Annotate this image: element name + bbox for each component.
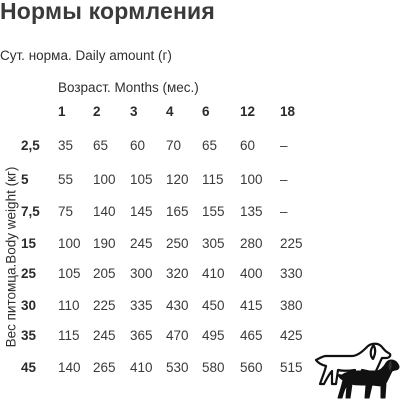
age-column-heading: Возраст. Months (мес.) — [58, 80, 199, 95]
table-cell: 280 — [240, 236, 263, 251]
table-cell: 225 — [93, 298, 116, 313]
table-cell: 155 — [202, 204, 225, 219]
table-cell: 245 — [93, 328, 116, 343]
table-cell: 265 — [93, 360, 116, 375]
table-cell: 250 — [166, 236, 189, 251]
table-cell: 165 — [166, 204, 189, 219]
table-cell: 430 — [166, 298, 189, 313]
table-cell: 410 — [130, 360, 153, 375]
table-cell: – — [280, 204, 288, 219]
table-cell: 450 — [202, 298, 225, 313]
table-cell: 515 — [280, 360, 303, 375]
row-header-weight: 2,5 — [21, 138, 40, 153]
row-header-weight: 5 — [21, 172, 29, 187]
table-cell: 205 — [93, 266, 116, 281]
table-cell: 105 — [58, 266, 81, 281]
table-cell: 65 — [93, 138, 109, 153]
table-cell: 60 — [130, 138, 146, 153]
table-cell: 320 — [166, 266, 189, 281]
table-cell: 105 — [130, 172, 153, 187]
table-cell: 35 — [58, 138, 74, 153]
table-cell: 75 — [58, 204, 74, 219]
table-cell: 100 — [58, 236, 81, 251]
page-title: Нормы кормления — [0, 0, 216, 24]
table-cell: 190 — [93, 236, 116, 251]
table-cell: 305 — [202, 236, 225, 251]
table-cell: 335 — [130, 298, 153, 313]
row-header-weight: 15 — [21, 236, 37, 251]
table-cell: 530 — [166, 360, 189, 375]
table-cell: 120 — [166, 172, 189, 187]
table-cell: 140 — [58, 360, 81, 375]
column-header-age: 4 — [166, 104, 174, 119]
table-cell: 380 — [280, 298, 303, 313]
table-cell: 330 — [280, 266, 303, 281]
table-cell: 100 — [240, 172, 263, 187]
table-cell: 470 — [166, 328, 189, 343]
table-cell: 300 — [130, 266, 153, 281]
row-header-weight: 45 — [21, 360, 37, 375]
table-cell: 580 — [202, 360, 225, 375]
table-cell: 115 — [58, 328, 80, 343]
table-cell: 245 — [130, 236, 153, 251]
column-header-age: 3 — [130, 104, 138, 119]
column-header-age: 2 — [93, 104, 101, 119]
table-cell: 70 — [166, 138, 182, 153]
column-header-age: 6 — [202, 104, 210, 119]
table-cell: 100 — [93, 172, 116, 187]
two-dogs-icon — [312, 340, 400, 400]
table-cell: – — [280, 138, 288, 153]
table-cell: 135 — [240, 204, 263, 219]
table-cell: 365 — [130, 328, 153, 343]
row-header-weight: 35 — [21, 328, 37, 343]
table-cell: 115 — [202, 172, 224, 187]
table-cell: 410 — [202, 266, 225, 281]
column-header-age: 12 — [240, 104, 256, 119]
column-header-age: 1 — [58, 104, 66, 119]
table-cell: 55 — [58, 172, 74, 187]
table-cell: 400 — [240, 266, 263, 281]
table-cell: 465 — [240, 328, 263, 343]
table-cell: 145 — [130, 204, 153, 219]
row-header-weight: 30 — [21, 298, 37, 313]
table-cell: 140 — [93, 204, 116, 219]
table-cell: 110 — [58, 298, 80, 313]
table-cell: – — [280, 172, 288, 187]
table-cell: 425 — [280, 328, 303, 343]
table-subtitle: Сут. норма. Daily amount (г) — [0, 48, 172, 63]
table-cell: 560 — [240, 360, 263, 375]
row-header-weight: 7,5 — [21, 204, 40, 219]
table-cell: 65 — [202, 138, 218, 153]
weight-axis-label: Вес питомца.Body weight (кг) — [3, 166, 19, 348]
column-header-age: 18 — [280, 104, 296, 119]
table-cell: 415 — [240, 298, 263, 313]
table-cell: 495 — [202, 328, 225, 343]
row-header-weight: 25 — [21, 266, 37, 281]
table-cell: 60 — [240, 138, 256, 153]
table-cell: 225 — [280, 236, 303, 251]
